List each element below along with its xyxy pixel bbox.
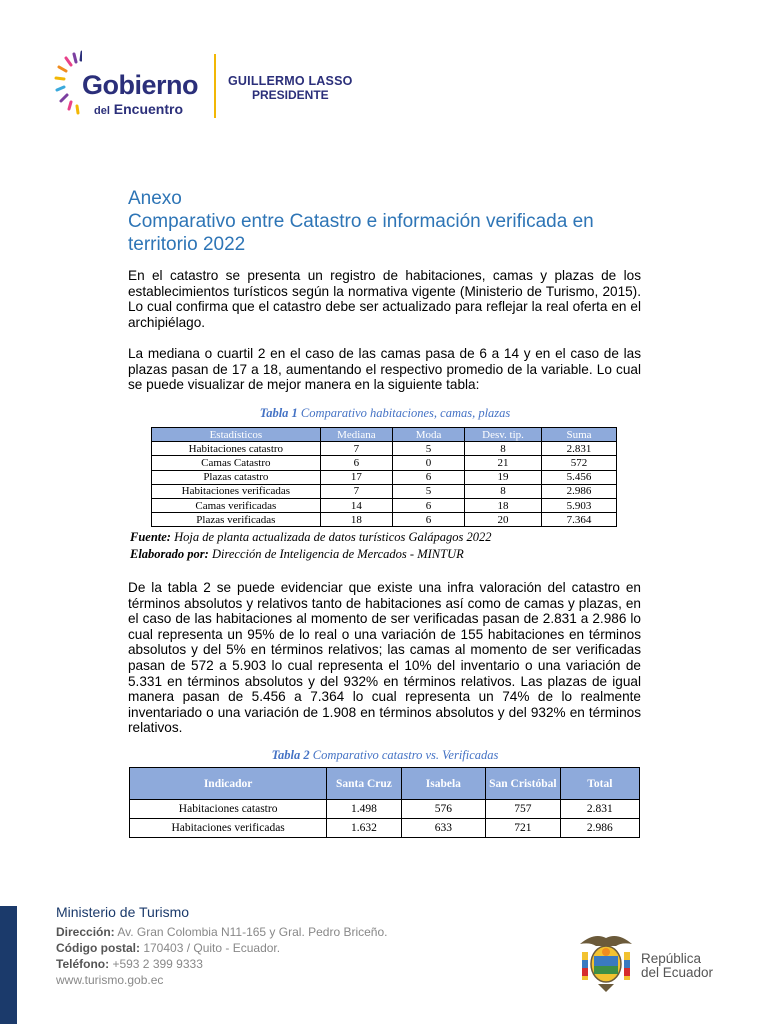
table-row (152, 470, 617, 484)
table-cell: 6 (393, 470, 465, 484)
table-header-cell: Suma (541, 428, 616, 442)
paragraph-analysis: De la tabla 2 se puede evidenciar que existe una infra valoración del catastro en términos absolutos y relativos tanto de habitaciones así como de camas y plazas, en el caso de las habitaciones al momento de ser verificadas pasan de 2.831 a 2.986 lo cual representa un 95% de lo real o una variación de 155 habitaciones en términos absolutos y del 5% en términos relativos; las camas al momento de ser verificadas pasan de 572 a 5.903 lo cual representa el 10% del inventario o una variación de 5.331 en términos absolutos y del 932% en términos relativos. Las plazas de igual manera pasan de 5.456 a 7.364 lo cual representa un 74% de lo realmente inventariado o una variación de 1.908 en términos absolutos y del 932% en términos relativos. (128, 580, 641, 736)
table-cell: 757 (486, 800, 561, 819)
gobierno-logo-word: Gobierno (82, 70, 198, 100)
table-cell: 2.986 (541, 484, 616, 498)
table-cell: 5 (393, 484, 465, 498)
paragraph-intro: En el catastro se presenta un registro de habitaciones, camas y plazas de los establecimientos turísticos según la normativa vigente (Ministerio de Turismo, 2015). Lo cual confirma que el catastro debe ser actualizado para reflejar la real oferta en el archipiélago. (128, 268, 641, 330)
table-cell: Plazas catastro (152, 470, 321, 484)
gobierno-sunburst-icon (52, 50, 82, 120)
table-cell: 7.364 (541, 513, 616, 527)
table-row (130, 819, 640, 838)
table-cell: 2.986 (560, 819, 639, 838)
table-cell: 2.831 (541, 442, 616, 456)
table-header-cell: Indicador (130, 768, 327, 800)
table-header-row (152, 428, 617, 442)
table2-comparison (129, 767, 640, 838)
table2-caption: Tabla 2 Comparativo catastro vs. Verificadas (271, 748, 499, 762)
table-header-cell: Total (560, 768, 639, 800)
table-header-cell: Isabela (401, 768, 485, 800)
table-row (152, 498, 617, 512)
footer-address: Dirección: Av. Gran Colombia N11-165 y Gral. Pedro Briceño. (56, 925, 388, 939)
table-cell: 1.498 (327, 800, 401, 819)
table-cell: 14 (320, 498, 392, 512)
table-cell: 6 (320, 456, 392, 470)
table-cell: Plazas verificadas (152, 513, 321, 527)
table-cell: 576 (401, 800, 485, 819)
footer-ministry: Ministerio de Turismo (56, 904, 190, 920)
table-cell: 0 (393, 456, 465, 470)
table-row (152, 456, 617, 470)
table-cell: 20 (465, 513, 542, 527)
paragraph-median: La mediana o cuartil 2 en el caso de las camas pasa de 6 a 14 y en el caso de las plazas pasan de 17 a 18, aumentando el respectivo promedio de la variable. Lo cual se puede visualizar de mejor manera en la siguiente tabla: (128, 346, 641, 393)
title-subject: Comparativo entre Catastro e información verificada en territorio 2022 (128, 211, 594, 255)
footer-postal: Código postal: 170403 / Quito - Ecuador. (56, 941, 281, 955)
table-header-cell: San Cristóbal (486, 768, 561, 800)
table-header-cell: Estadísticos (152, 428, 321, 442)
gobierno-logo-subtitle: del Encuentro (94, 101, 184, 117)
table-cell: 7 (320, 442, 392, 456)
table-header-cell: Moda (393, 428, 465, 442)
table-cell: 5.456 (541, 470, 616, 484)
table-row (130, 800, 640, 819)
table-cell: 721 (486, 819, 561, 838)
table-cell: 8 (465, 442, 542, 456)
table-cell: 6 (393, 498, 465, 512)
table-header-row (130, 768, 640, 800)
footer-website[interactable]: www.turismo.gob.ec (56, 973, 164, 987)
table-cell: Camas Catastro (152, 456, 321, 470)
table-cell: 2.831 (560, 800, 639, 819)
table-cell: 5.903 (541, 498, 616, 512)
president-role: PRESIDENTE (252, 87, 329, 102)
table1-source: Fuente: Hoja de planta actualizada de datos turísticos Galápagos 2022 (130, 530, 492, 544)
table-cell: 19 (465, 470, 542, 484)
table-cell: 18 (465, 498, 542, 512)
table-header-cell: Mediana (320, 428, 392, 442)
table1-statistics (151, 427, 617, 527)
table-cell: 572 (541, 456, 616, 470)
table-cell: 21 (465, 456, 542, 470)
table-cell: Camas verificadas (152, 498, 321, 512)
table-cell: 8 (465, 484, 542, 498)
table1-caption: Tabla 1 Comparativo habitaciones, camas, plazas (259, 406, 511, 420)
table-cell: Habitaciones catastro (130, 800, 327, 819)
title-annex: Anexo (128, 188, 182, 209)
page-title (128, 187, 668, 256)
table-cell: 5 (393, 442, 465, 456)
table-cell: 1.632 (327, 819, 401, 838)
republica-del-ecuador-logo: República del Ecuador (641, 951, 714, 980)
table1-elaborated-by: Elaborado por: Dirección de Inteligencia de Mercados - MINTUR (130, 547, 464, 561)
table-cell: 633 (401, 819, 485, 838)
header-divider (214, 54, 216, 118)
table-cell: Habitaciones catastro (152, 442, 321, 456)
table-cell: 6 (393, 513, 465, 527)
ecuador-coat-of-arms-icon (576, 930, 636, 994)
table-row (152, 513, 617, 527)
table-cell: 18 (320, 513, 392, 527)
footer-side-bar (0, 906, 17, 1024)
table-cell: 17 (320, 470, 392, 484)
president-name: GUILLERMO LASSO (228, 74, 353, 88)
table-row (152, 484, 617, 498)
footer-phone: Teléfono: +593 2 399 9333 (56, 957, 203, 971)
president-block (228, 75, 353, 101)
table-row (152, 442, 617, 456)
table-header-cell: Desv. tip. (465, 428, 542, 442)
table-header-cell: Santa Cruz (327, 768, 401, 800)
table-cell: 7 (320, 484, 392, 498)
header-logos (52, 50, 382, 122)
table-cell: Habitaciones verificadas (130, 819, 327, 838)
table-cell: Habitaciones verificadas (152, 484, 321, 498)
